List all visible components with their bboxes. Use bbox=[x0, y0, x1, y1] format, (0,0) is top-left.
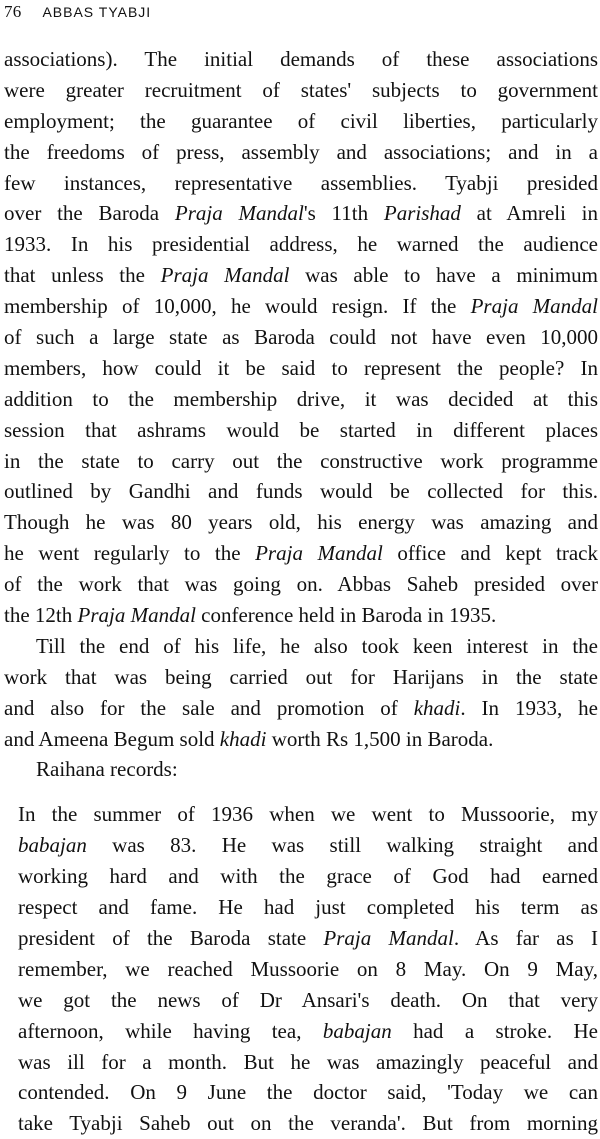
body-line bbox=[4, 198, 598, 229]
running-head-title: ABBAS TYABJI bbox=[42, 4, 152, 20]
quote-line bbox=[18, 1016, 598, 1047]
body-line bbox=[4, 693, 598, 724]
italic-term: Praja Mandal bbox=[470, 294, 598, 319]
text-run: and Ameena Begum sold bbox=[4, 726, 220, 751]
body-paragraphs bbox=[4, 44, 598, 785]
text-run: and also for the sale and promotion of bbox=[4, 695, 414, 720]
body-line: few instances, representative assemblies. Tyabji presided bbox=[4, 170, 598, 195]
body-line: employment; the guarantee of civil liberties, particularly bbox=[4, 108, 598, 133]
text-run: was 83. He was still walking straight and bbox=[86, 833, 598, 858]
text-run: conference held in Baroda in 1935. bbox=[195, 603, 497, 628]
body-line: session that ashrams would be started in different places bbox=[4, 417, 598, 442]
body-line: outlined by Gandhi and funds would be collected for this. bbox=[4, 479, 598, 504]
body-line: the freedoms of press, assembly and associations; and in a bbox=[4, 139, 598, 164]
body-line: addition to the membership drive, it was decided at this bbox=[4, 386, 598, 411]
italic-term: khadi bbox=[413, 695, 461, 720]
text-run: office and kept track bbox=[382, 541, 598, 566]
italic-term: khadi bbox=[219, 726, 267, 751]
block-quote bbox=[4, 799, 598, 1139]
body-line: of the work that was going on. Abbas Saheb presided over bbox=[4, 572, 598, 597]
block-quote-spacing bbox=[4, 785, 598, 799]
quote-line bbox=[18, 923, 598, 954]
text-run: had a stroke. He bbox=[391, 1018, 598, 1043]
body-line: in the state to carry out the constructive work programme bbox=[4, 448, 598, 473]
text-run: worth Rs 1,500 in Baroda. bbox=[266, 726, 494, 751]
body-line: work that was being carried out for Harijans in the state bbox=[4, 664, 598, 689]
body-line: Though he was 80 years old, his energy was amazing and bbox=[4, 510, 598, 535]
body-line: members, how could it be said to represent the people? In bbox=[4, 355, 598, 380]
body-line: were greater recruitment of states' subjects to government bbox=[4, 77, 598, 102]
body-line: associations). The initial demands of these associations bbox=[4, 47, 598, 71]
body-line: 1933. In his presidential address, he warned the audience bbox=[4, 232, 598, 257]
page-text bbox=[4, 44, 598, 1139]
italic-term: Praja Mandal bbox=[255, 541, 383, 566]
text-run: the 12th bbox=[4, 603, 78, 628]
italic-term: babajan bbox=[322, 1018, 392, 1043]
italic-term: babajan bbox=[18, 833, 87, 858]
quote-line: remember, we reached Mussoorie on 8 May. On 9 May, bbox=[18, 956, 598, 981]
body-line: Raihana records: bbox=[36, 757, 178, 782]
italic-term: Praja Mandal bbox=[160, 263, 290, 288]
quote-line: we got the news of Dr Ansari's death. On that very bbox=[18, 987, 598, 1012]
text-run: that unless the bbox=[4, 263, 161, 288]
quote-line: contended. On 9 June the doctor said, 'Today we can bbox=[18, 1080, 598, 1105]
text-run: president of the Baroda state bbox=[18, 925, 324, 950]
text-run: . In 1933, he bbox=[460, 695, 598, 720]
page-number: 76 bbox=[4, 2, 22, 21]
body-line bbox=[4, 538, 598, 569]
text-run: afternoon, while having tea, bbox=[18, 1018, 323, 1043]
quote-line bbox=[18, 830, 598, 861]
quote-line: take Tyabji Saheb out on the veranda'. But from morning bbox=[18, 1111, 598, 1136]
body-line bbox=[4, 260, 598, 291]
quote-line: was ill for a month. But he was amazingly peaceful and bbox=[18, 1049, 598, 1074]
body-line: Till the end of his life, he also took keen interest in the bbox=[36, 633, 598, 658]
text-run: 's 11th bbox=[303, 201, 384, 226]
italic-term: Parishad bbox=[383, 201, 461, 226]
text-run: was able to have a minimum bbox=[289, 263, 598, 288]
text-run: he went regularly to the bbox=[4, 541, 256, 566]
text-run: at Amreli in bbox=[460, 201, 598, 226]
text-run: . As far as I bbox=[453, 925, 598, 950]
body-line bbox=[4, 724, 598, 755]
italic-term: Praja Mandal bbox=[174, 201, 304, 226]
italic-term: Praja Mandal bbox=[77, 603, 196, 628]
body-line bbox=[4, 600, 598, 631]
running-head bbox=[4, 0, 151, 24]
quote-line: respect and fame. He had just completed his term as bbox=[18, 895, 598, 920]
body-line: of such a large state as Baroda could not have even 10,000 bbox=[4, 325, 598, 350]
quote-line: working hard and with the grace of God had earned bbox=[18, 864, 598, 889]
body-line bbox=[4, 291, 598, 322]
italic-term: Praja Mandal bbox=[323, 925, 454, 950]
text-run: membership of 10,000, he would resign. If the bbox=[4, 294, 471, 319]
text-run: over the Baroda bbox=[4, 201, 175, 226]
quote-line: In the summer of 1936 when we went to Mussoorie, my bbox=[18, 802, 598, 827]
